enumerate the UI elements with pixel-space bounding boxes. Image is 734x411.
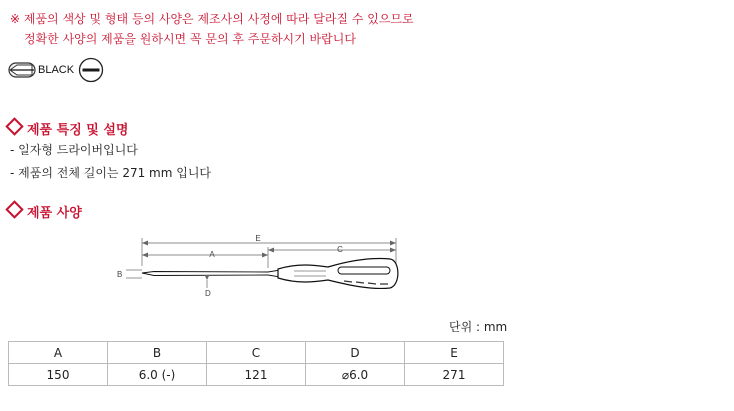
notice-line-1: ※ 제품의 색상 및 형태 등의 사양은 제조사의 사정에 따라 달라질 수 있으므로 [10, 12, 414, 26]
notice-text [10, 9, 414, 49]
notice-line-2: 정확한 사양의 제품을 원하시면 꼭 문의 후 주문하시기 바랍니다 [24, 32, 356, 46]
table-cell: ⌀6.0 [306, 364, 405, 386]
color-option-label: BLACK [38, 64, 75, 76]
dimension-d-label: D [205, 289, 211, 298]
table-header-cell: C [207, 342, 306, 364]
dimension-e-label: E [255, 234, 261, 243]
table-header-cell: D [306, 342, 405, 364]
table-header-cell: E [405, 342, 504, 364]
spec-table [8, 341, 504, 386]
table-header-cell: B [108, 342, 207, 364]
screwdriver-thumbnail-icon [8, 60, 36, 80]
table-cell: 6.0 (-) [108, 364, 207, 386]
features-title: 제품 특징 및 설명 [8, 119, 128, 138]
feature-item: - 일자형 드라이버입니다 [10, 143, 138, 157]
dimension-b-label: B [117, 270, 123, 279]
diamond-icon [5, 200, 23, 218]
diamond-icon [5, 117, 23, 135]
table-header-row [9, 342, 504, 364]
feature-item: - 제품의 전체 길이는 271 mm 입니다 [10, 166, 212, 180]
table-cell: 271 [405, 364, 504, 386]
color-option [8, 57, 104, 83]
table-row [9, 364, 504, 386]
table-header-cell: A [9, 342, 108, 364]
unit-label: 단위 : mm [449, 320, 508, 334]
dimension-a-label: A [209, 250, 215, 259]
color-swatch-icon[interactable] [78, 57, 104, 83]
table-cell: 150 [9, 364, 108, 386]
dimension-c-label: C [337, 245, 343, 254]
table-cell: 121 [207, 364, 306, 386]
spec-title: 제품 사양 [8, 202, 82, 221]
screwdriver-dimension-drawing [108, 230, 408, 302]
